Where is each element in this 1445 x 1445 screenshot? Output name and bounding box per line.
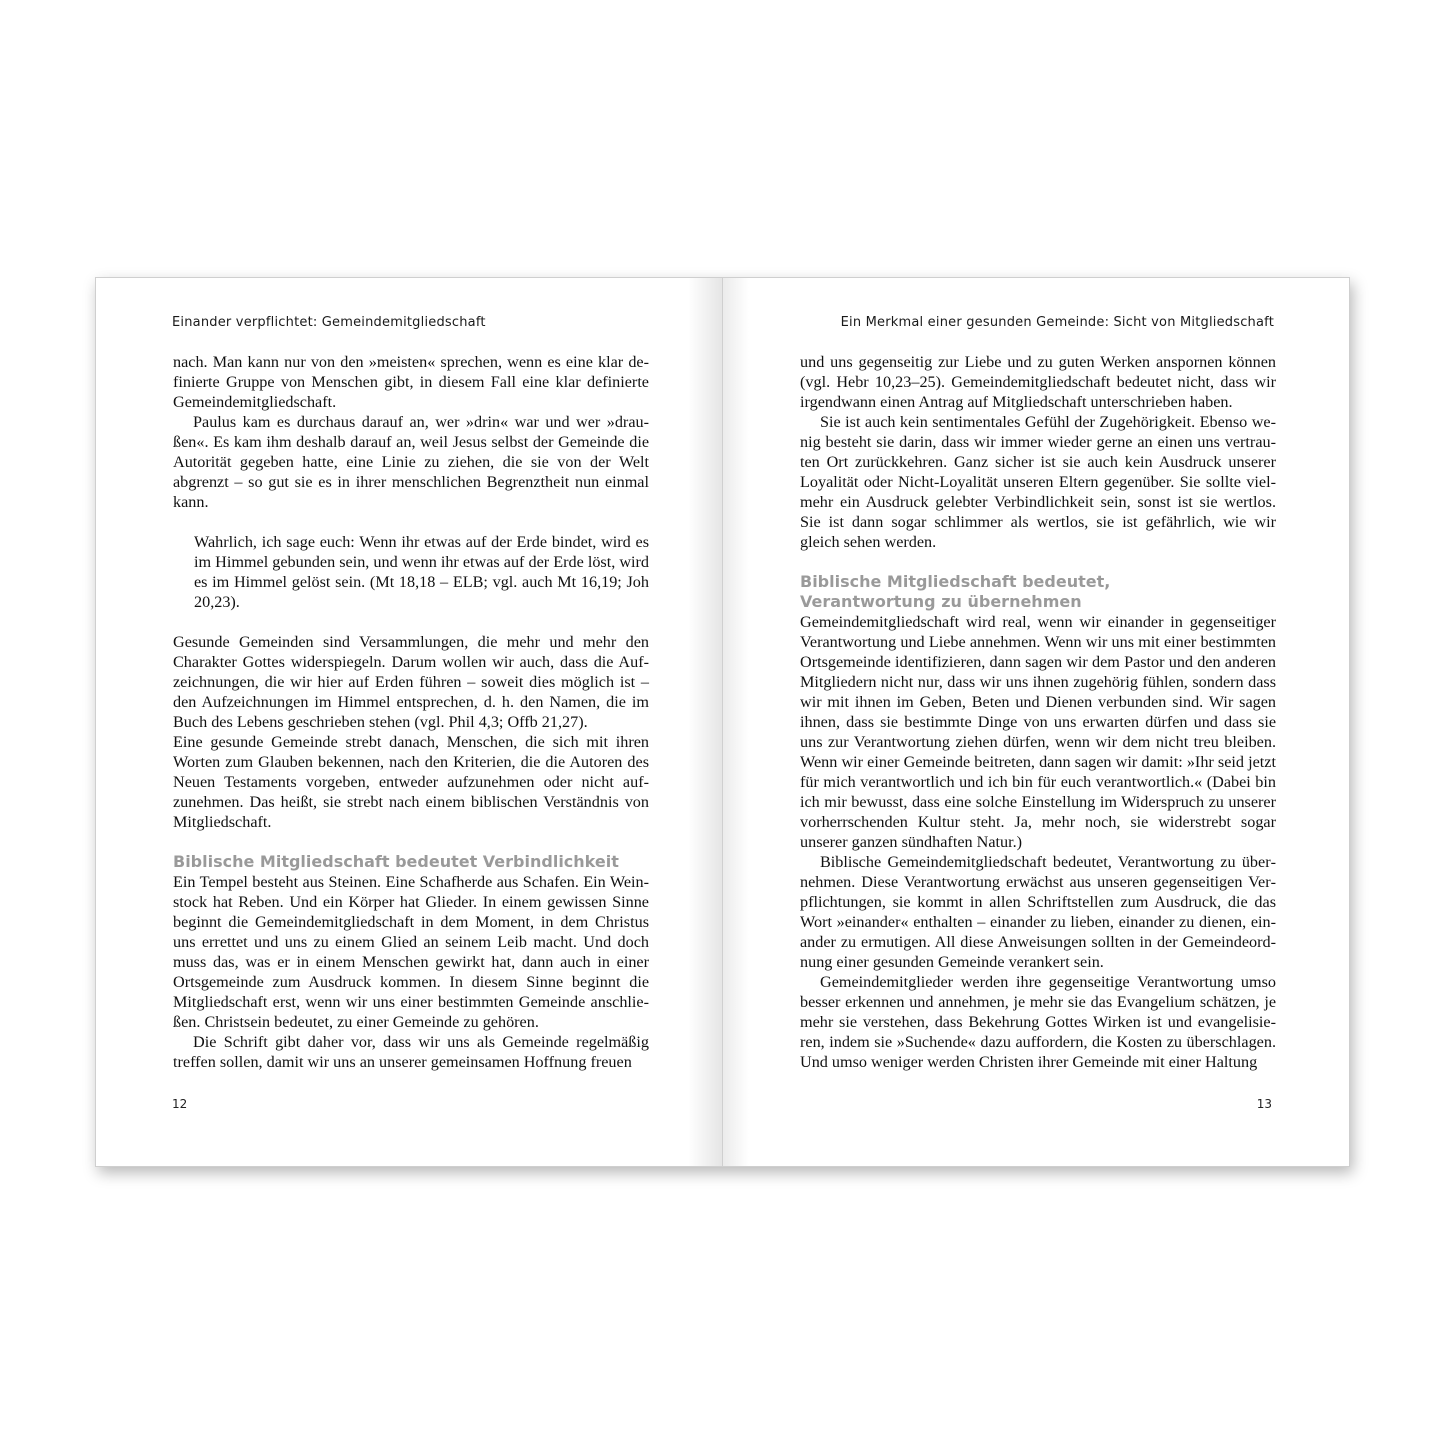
running-head: Ein Merkmal einer gesunden Gemeinde: Sicht von Mitgliedschaft bbox=[840, 315, 1274, 330]
running-head: Einander verpflichtet: Gemeindemitgliedschaft bbox=[172, 315, 486, 330]
page-number: 13 bbox=[1256, 1097, 1272, 1111]
block-quote: Wahrlich, ich sage euch: Wenn ihr etwas auf der Erde bindet, wird es im Himmel gebunden sein, und wenn ihr etwas auf der Erde löst, wird es im Himmel gelöst sein. (Mt 18,18 – ELB; vgl. auch Mt 16,19; Joh 20,23). bbox=[194, 533, 649, 611]
book-spread bbox=[95, 277, 1350, 1167]
section-heading-line: Biblische Mitgliedschaft bedeutet, bbox=[800, 572, 1111, 591]
page-body bbox=[173, 352, 649, 1072]
section-heading: Biblische Mitgliedschaft bedeutet Verbindlichkeit bbox=[173, 852, 619, 871]
paragraph: Gesunde Gemeinden sind Versammlungen, die mehr und mehr den Charakter Gottes widerspiegeln. Darum wollen wir auch, dass die Aufzeichnungen, die wir hier auf Erden führen – soweit dies möglich ist – den Aufzeichnungen im Himmel entsprechen, d. h. den Namen, die im Buch des Lebens geschrieben stehen (vgl. Phil 4,3; Offb 21,27). bbox=[173, 633, 649, 731]
paragraph: Die Schrift gibt daher vor, dass wir uns als Gemeinde regelmäßig treffen sollen, damit wir uns an unserer gemeinsamen Hoffnung freuen bbox=[173, 1033, 649, 1071]
left-page bbox=[95, 277, 723, 1167]
section-heading-line: Verantwortung zu übernehmen bbox=[800, 592, 1082, 611]
paragraph: Eine gesunde Gemeinde strebt danach, Menschen, die sich mit ihren Worten zum Glauben bekennen, nach den Kriterien, die die Autoren des Neuen Testaments vorgeben, entweder aufzunehmen oder nicht aufzunehmen. Das heißt, sie strebt nach einem biblischen Verständnis von Mitgliedschaft. bbox=[173, 733, 649, 831]
paragraph: Ein Tempel besteht aus Steinen. Eine Schafherde aus Schafen. Ein Weinstock hat Reben. Und ein Körper hat Glieder. In einem gewissen Sinne beginnt die Gemeindemitgliedschaft in dem Moment, in dem Christus uns errettet und uns zu einem Glied an seinem Leib macht. Und doch muss das, was er in einem Menschen gewirkt hat, dann auch in einer Ortsgemeinde zum Ausdruck kommen. In diesem Sinne beginnt die Mitgliedschaft erst, wenn wir uns einer bestimmten Gemeinde anschließen. Christsein bedeutet, zu einer Gemeinde zu gehören. bbox=[173, 873, 649, 1031]
paragraph: Gemeindemitgliedschaft wird real, wenn wir einander in gegenseitiger Verantwortung und Liebe annehmen. Wenn wir uns mit einer bestimmten Ortsgemeinde identifizieren, dann sagen wir dem Pastor und den anderen Mitgliedern nicht nur, dass wir uns ihnen zugehörig fühlen, sondern dass wir mit ihnen im Geben, Beten und Dienen verbunden sind. Wir sagen ihnen, dass sie bestimmte Dinge von uns erwarten dürfen und dass sie uns zur Verantwortung ziehen dürfen, wenn wir dem nicht treu bleiben. Wenn wir einer Gemeinde beitreten, dann sagen wir damit: »Ihr seid jetzt für mich verantwortlich und ich bin für euch verantwortlich.« (Dabei bin ich mir bewusst, dass eine solche Einstellung im Widerspruch zu unserer vorherrschenden Kultur steht. Ja, mehr noch, sie widerstrebt sogar unserer ganzen sündhaften Natur.) bbox=[800, 613, 1276, 851]
section-heading bbox=[800, 572, 1276, 612]
paragraph: Paulus kam es durchaus darauf an, wer »drin« war und wer »draußen«. Es kam ihm deshalb darauf an, weil Jesus selbst der Gemeinde die Autorität gegeben hatte, eine Linie zu ziehen, die sie von der Welt abgrenzt – so gut sie es in ihrer menschlichen Begrenztheit nun einmal kann. bbox=[173, 413, 649, 511]
paragraph: nach. Man kann nur von den »meisten« sprechen, wenn es eine klar definierte Gruppe von Menschen gibt, in diesem Fall eine klar definierte Gemeindemitgliedschaft. bbox=[173, 353, 649, 411]
page-body bbox=[800, 352, 1276, 1072]
paragraph: Sie ist auch kein sentimentales Gefühl der Zugehörigkeit. Ebenso wenig besteht sie darin, dass wir immer wieder gerne an einen uns vertrauten Ort zurückkehren. Ganz sicher ist sie auch kein Ausdruck unserer Loyalität oder Nicht-Loyalität unseren Eltern gegenüber. Sie sollte vielmehr ein Ausdruck gelebter Verbindlichkeit sein, sonst ist sie wertlos. Sie ist dann sogar schlimmer als wertlos, sie ist gefährlich, wie wir gleich sehen werden. bbox=[800, 413, 1276, 551]
paragraph: Gemeindemitglieder werden ihre gegenseitige Verantwortung umso besser erkennen und annehmen, je mehr sie das Evangelium schätzen, je mehr sie verstehen, dass Bekehrung Gottes Wirken ist und evangelisieren, indem sie »Suchende« dazu auffordern, die Kosten zu überschlagen. Und umso weniger werden Christen ihrer Gemeinde mit einer Haltung bbox=[800, 973, 1276, 1071]
paragraph: Biblische Gemeindemitgliedschaft bedeutet, Verantwortung zu übernehmen. Diese Verantwortung erwächst aus unseren gegenseitigen Verpflichtungen, sie kommt in allen Schriftstellen zum Ausdruck, die das Wort »einander« enthalten – einander zu lieben, einander zu dienen, einander zu ermutigen. All diese Anweisungen sollten in der Gemeindeordnung einer gesunden Gemeinde verankert sein. bbox=[800, 853, 1276, 971]
right-page bbox=[722, 277, 1350, 1167]
paragraph: und uns gegenseitig zur Liebe und zu guten Werken anspornen können (vgl. Hebr 10,23–25). Gemeindemitgliedschaft bedeutet nicht, dass wir irgendwann einen Antrag auf Mitgliedschaft unterschrieben haben. bbox=[800, 353, 1276, 411]
page-number: 12 bbox=[172, 1097, 188, 1111]
